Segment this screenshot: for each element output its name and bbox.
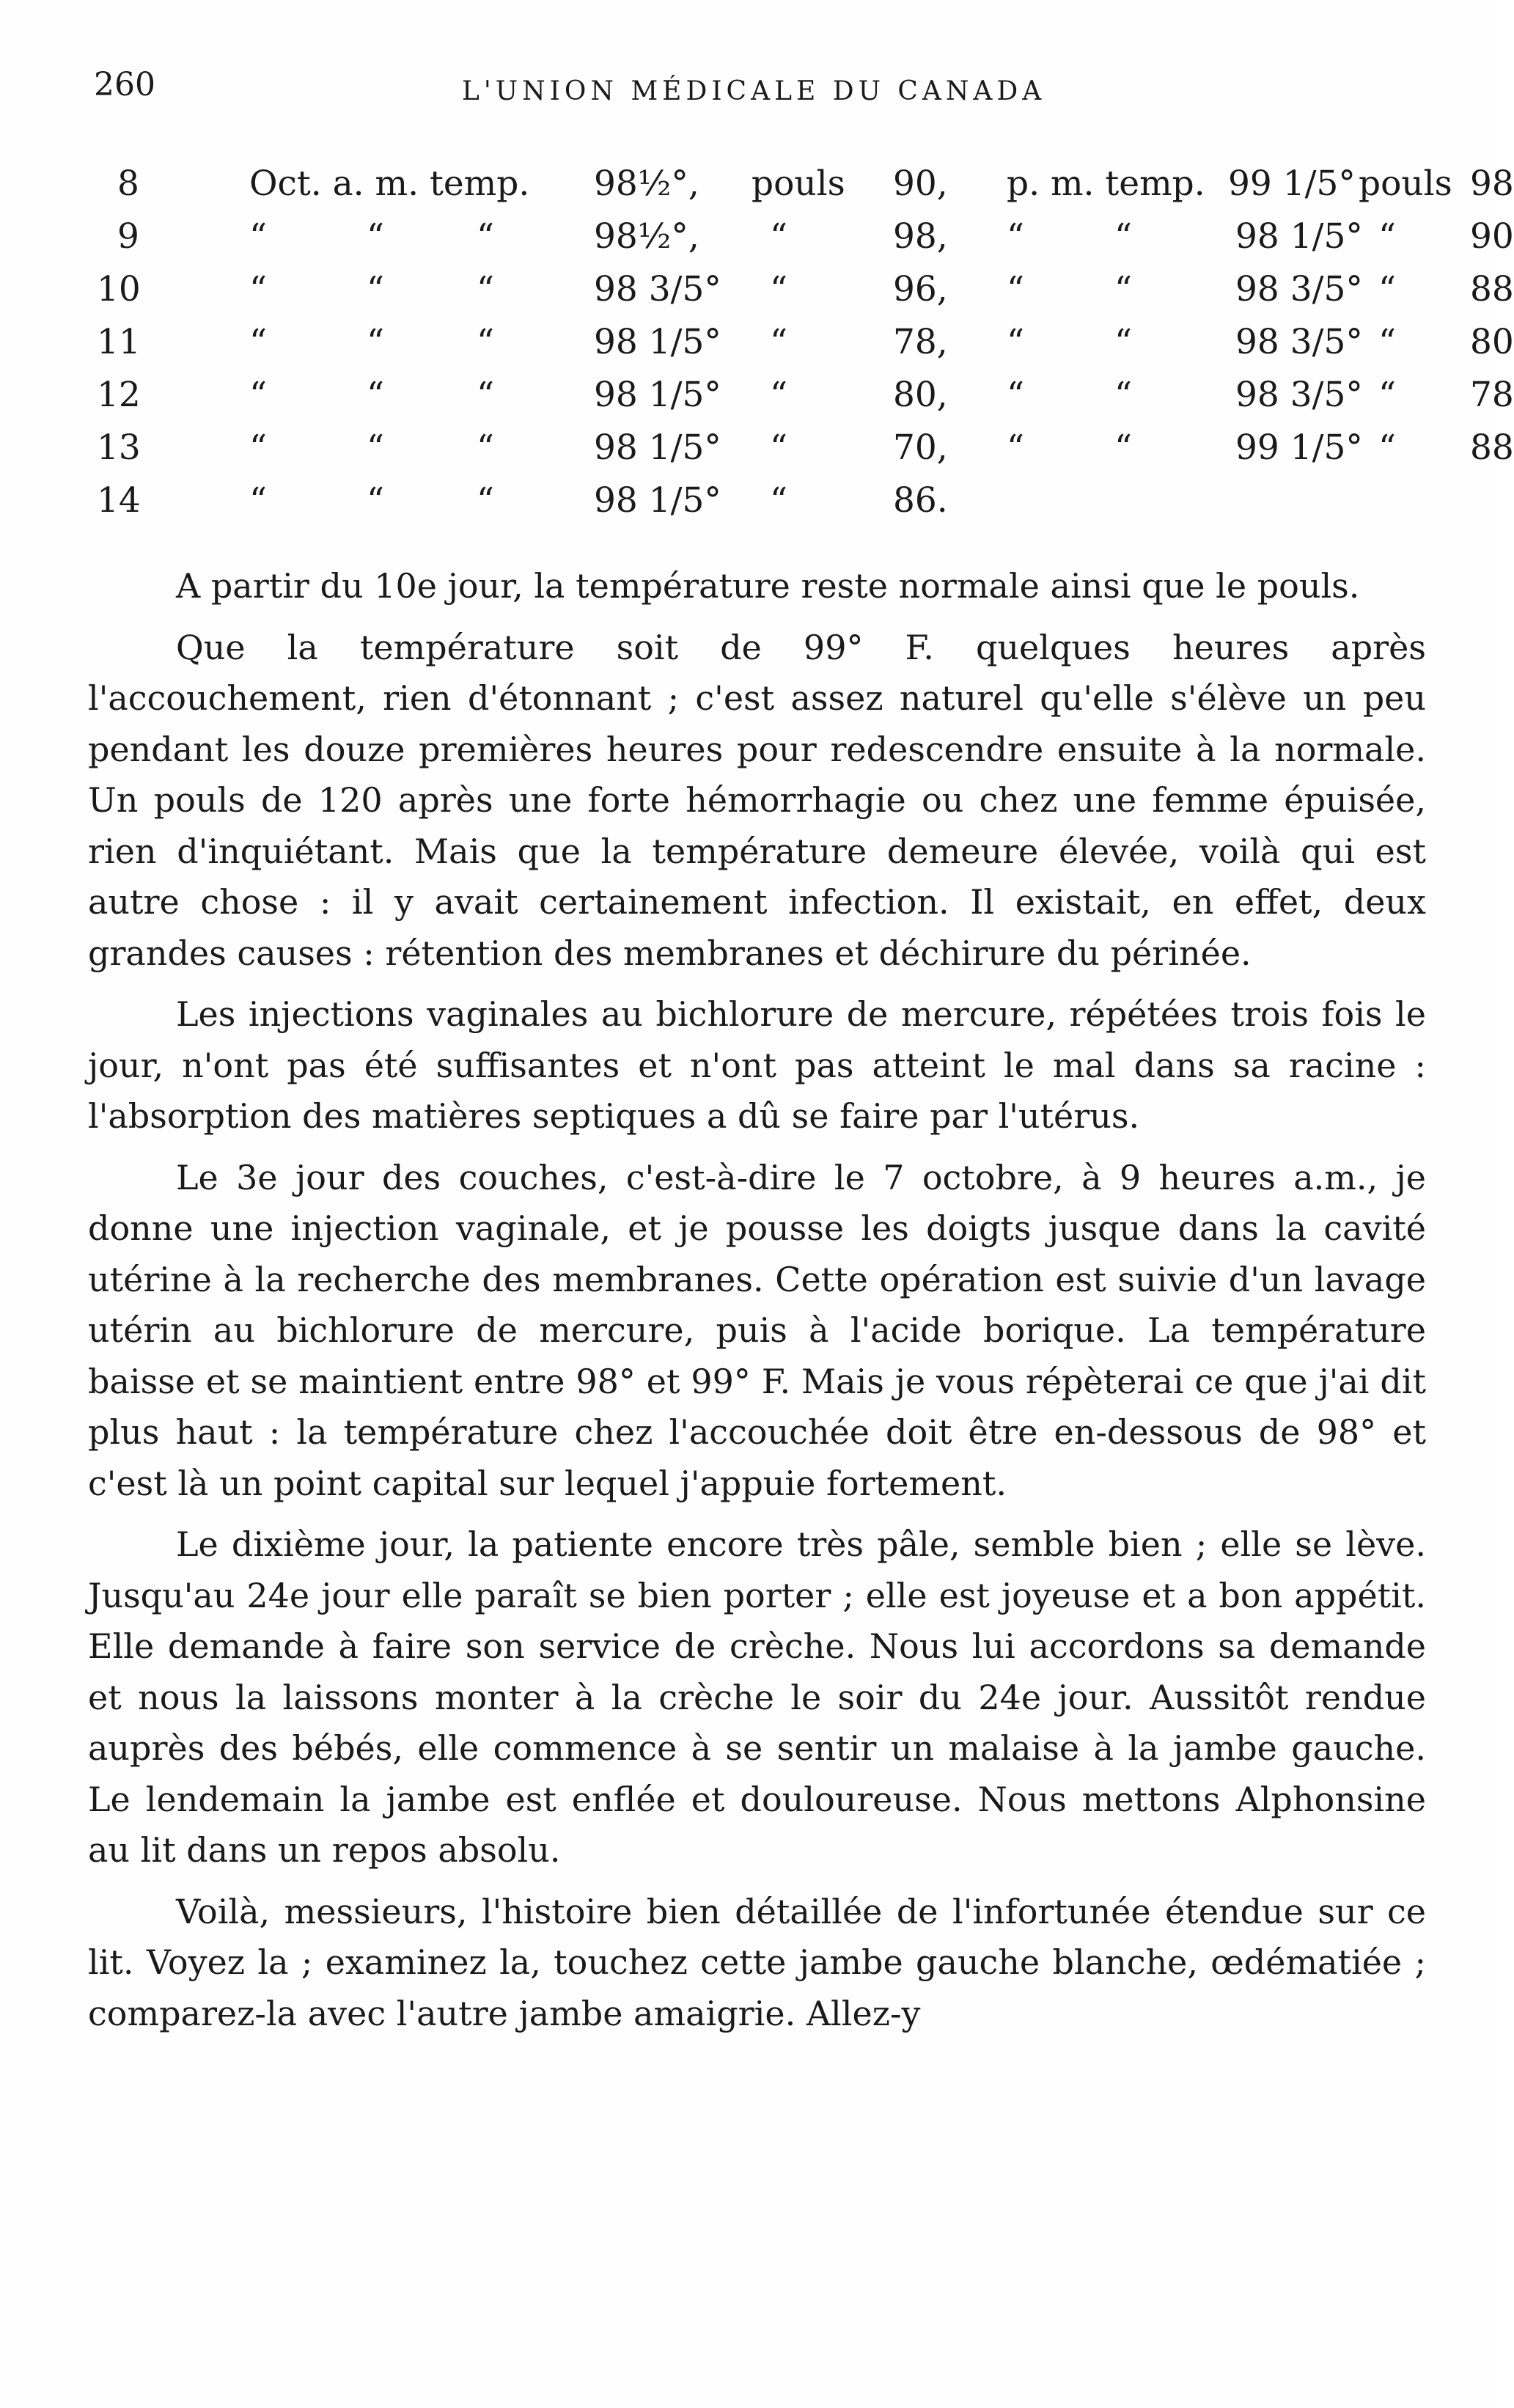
record-row bbox=[88, 474, 1452, 527]
record-row bbox=[88, 369, 1514, 422]
record-pm-pulse: 88 bbox=[1470, 269, 1514, 309]
record-pm-pouls-label: “ bbox=[1378, 322, 1397, 362]
record-day: 14 bbox=[97, 480, 141, 521]
ditto-mark: “ bbox=[1007, 269, 1025, 309]
ditto-mark: “ bbox=[367, 375, 385, 415]
journal-title: L'UNION MÉDICALE DU CANADA bbox=[462, 76, 1046, 106]
article-body bbox=[88, 561, 1426, 2049]
ditto-mark: “ bbox=[367, 427, 385, 468]
record-pm-pulse: 80 bbox=[1470, 322, 1514, 362]
record-pm-temp: 98 3/5° bbox=[1235, 269, 1363, 309]
ditto-mark: “ bbox=[1007, 322, 1025, 362]
ditto-mark: “ bbox=[477, 480, 495, 521]
ditto-mark: “ bbox=[249, 269, 268, 309]
ditto-mark: “ bbox=[477, 216, 495, 257]
ditto-mark: “ bbox=[249, 427, 268, 468]
record-pouls-label: “ bbox=[770, 269, 788, 309]
ditto-mark: “ bbox=[367, 216, 385, 257]
record-pm-temp: 99 1/5° bbox=[1235, 427, 1363, 468]
record-am-temp: 98 1/5° bbox=[594, 427, 721, 468]
record-pm-temp: 98 3/5° bbox=[1235, 322, 1363, 362]
record-am-label: Oct. a. m. temp. bbox=[249, 164, 530, 204]
ditto-mark: “ bbox=[249, 322, 268, 362]
record-day: 10 bbox=[97, 269, 141, 309]
paragraph: A partir du 10e jour, la température reste normale ainsi que le pouls. bbox=[176, 566, 1360, 606]
record-pm-pulse: 88 bbox=[1470, 427, 1514, 468]
page-number: 260 bbox=[94, 66, 155, 103]
ditto-mark: “ bbox=[1114, 375, 1133, 415]
record-am-temp: 98 1/5° bbox=[594, 480, 721, 521]
ditto-mark: “ bbox=[1114, 427, 1133, 468]
ditto-mark: “ bbox=[249, 480, 268, 521]
ditto-mark: “ bbox=[477, 375, 495, 415]
record-am-pulse: 70, bbox=[893, 427, 948, 468]
record-pm-temp: 99 1/5° bbox=[1228, 164, 1356, 204]
ditto-mark: “ bbox=[1114, 322, 1133, 362]
ditto-mark: “ bbox=[1007, 375, 1025, 415]
record-pm-pouls-label: “ bbox=[1378, 269, 1397, 309]
ditto-mark: “ bbox=[249, 375, 268, 415]
record-pouls-label: “ bbox=[770, 375, 788, 415]
paragraph: Les injections vaginales au bichlorure de mercure, répétées trois fois le jour, n'ont pas été suffisantes et n'ont pas atteint le mal dans sa racine : l'absorption des matières septiques a dû se faire par l'utérus. bbox=[88, 994, 1426, 1136]
record-pm-pulse: 90 bbox=[1470, 216, 1514, 257]
ditto-mark: “ bbox=[1114, 216, 1133, 257]
ditto-mark: “ bbox=[367, 480, 385, 521]
record-day: 12 bbox=[97, 375, 141, 415]
record-row bbox=[88, 316, 1514, 369]
ditto-mark: “ bbox=[477, 427, 495, 468]
record-am-pulse: 98, bbox=[893, 216, 948, 257]
record-am-pulse: 78, bbox=[893, 322, 948, 362]
record-row bbox=[88, 422, 1514, 474]
record-day: 8 bbox=[117, 164, 139, 204]
record-am-pulse: 80, bbox=[893, 375, 948, 415]
record-row bbox=[88, 263, 1514, 316]
record-am-pulse: 86. bbox=[893, 480, 948, 521]
ditto-mark: “ bbox=[1114, 269, 1133, 309]
record-pouls-label: “ bbox=[770, 427, 788, 468]
record-row bbox=[88, 158, 1514, 210]
ditto-mark: “ bbox=[1007, 427, 1025, 468]
record-am-pulse: 90, bbox=[893, 164, 948, 204]
ditto-mark: “ bbox=[1007, 216, 1025, 257]
record-pm-pouls-label: “ bbox=[1378, 375, 1397, 415]
record-pm-pouls-label: pouls bbox=[1359, 164, 1452, 204]
record-pm-pulse: 98 bbox=[1470, 164, 1514, 204]
record-am-temp: 98 3/5° bbox=[594, 269, 721, 309]
record-pouls-label: “ bbox=[770, 322, 788, 362]
ditto-mark: “ bbox=[477, 322, 495, 362]
record-row bbox=[88, 210, 1514, 263]
ditto-mark: “ bbox=[367, 322, 385, 362]
paragraph: Le dixième jour, la patiente encore très pâle, semble bien ; elle se lève. Jusqu'au 24e jour elle paraît se bien porter ; elle est joyeuse et a bon appétit. Elle demande à faire son service de crèche. Nous lui accordons sa demande et nous la laissons monter à la crèche le soir du 24e jour. Aussitôt rendue auprès des bébés, elle commence à se sentir un malaise à la jambe gauche. Le lendemain la jambe est enflée et douloureuse. Nous mettons Alphonsine au lit dans un repos absolu. bbox=[88, 1524, 1426, 1870]
record-pouls-label: pouls bbox=[752, 164, 845, 204]
paragraph: Le 3e jour des couches, c'est-à-dire le 7 octobre, à 9 heures a.m., je donne une injection vaginale, et je pousse les doigts jusque dans la cavité utérine à la recherche des membranes. Cette opération est suivie d'un lavage utérin au bichlorure de mercure, puis à l'acide borique. La température baisse et se maintient entre 98° et 99° F. Mais je vous répèterai ce que j'ai dit plus haut : la température chez l'accouchée doit être en-dessous de 98° et c'est là un point capital sur lequel j'appuie fortement. bbox=[88, 1157, 1426, 1503]
record-day: 11 bbox=[97, 322, 141, 362]
paragraph: Voilà, messieurs, l'histoire bien détaillée de l'infortunée étendue sur ce lit. Voyez la ; examinez la, touchez cette jambe gauche blanche, œdématiée ; comparez-la avec l'autre jambe amaigrie. Allez-y bbox=[88, 1891, 1426, 2033]
ditto-mark: “ bbox=[249, 216, 268, 257]
ditto-mark: “ bbox=[367, 269, 385, 309]
temperature-pulse-records bbox=[88, 158, 1514, 527]
ditto-mark: “ bbox=[477, 269, 495, 309]
record-pm-pouls-label: “ bbox=[1378, 427, 1397, 468]
record-pm-pulse: 78 bbox=[1470, 375, 1514, 415]
record-pouls-label: “ bbox=[770, 216, 788, 257]
running-head bbox=[81, 66, 1430, 125]
record-am-temp: 98 1/5° bbox=[594, 375, 721, 415]
record-am-temp: 98½°, bbox=[594, 216, 699, 257]
record-pm-temp: 98 1/5° bbox=[1235, 216, 1363, 257]
record-pouls-label: “ bbox=[770, 480, 788, 521]
record-pm-pouls-label: “ bbox=[1378, 216, 1397, 257]
record-am-temp: 98½°, bbox=[594, 164, 699, 204]
record-am-pulse: 96, bbox=[893, 269, 948, 309]
record-am-temp: 98 1/5° bbox=[594, 322, 721, 362]
record-day: 9 bbox=[117, 216, 139, 257]
record-pm-temp: 98 3/5° bbox=[1235, 375, 1363, 415]
paragraph: Que la température soit de 99° F. quelques heures après l'accouchement, rien d'étonnant ; c'est assez naturel qu'elle s'élève un peu pendant les douze premières heures pour redescendre ensuite à la normale. Un pouls de 120 après une forte hémorrhagie ou chez une femme épuisée, rien d'inquiétant. Mais que la température demeure élevée, voilà qui est autre chose : il y avait certainement infection. Il existait, en effet, deux grandes causes : rétention des membranes et déchirure du périnée. bbox=[88, 627, 1426, 973]
record-pm-label: p. m. temp. bbox=[1007, 164, 1205, 204]
record-day: 13 bbox=[97, 427, 141, 468]
